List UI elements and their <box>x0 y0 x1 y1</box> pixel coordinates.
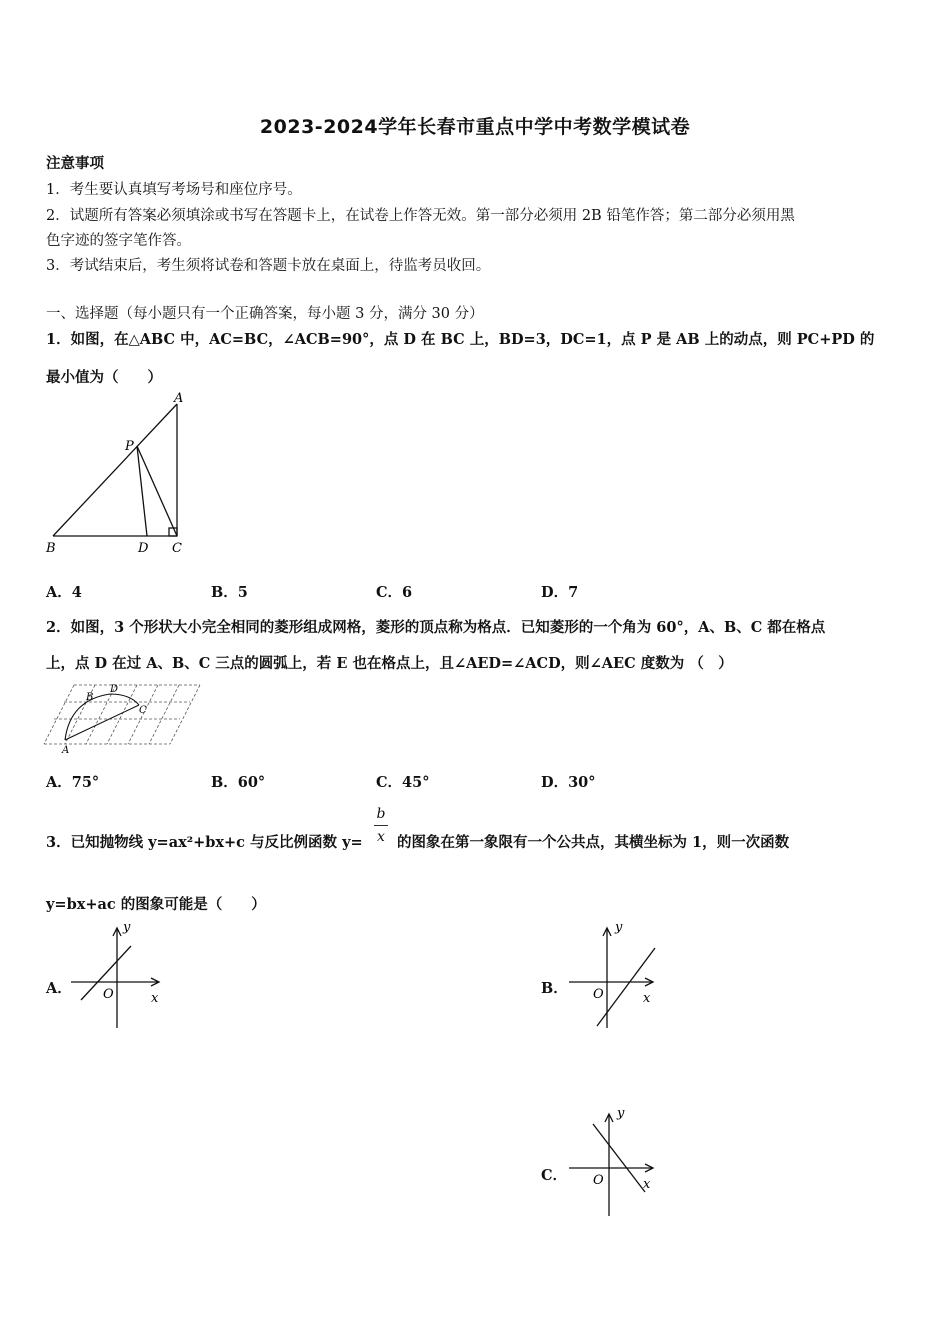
x-axis-label: x <box>151 991 159 1006</box>
fraction-denominator: x <box>377 829 385 845</box>
fraction-numerator: b <box>376 806 386 822</box>
label-B: B <box>46 541 56 556</box>
label-D: D <box>110 684 119 695</box>
section-heading: 一、选择题（每小题只有一个正确答案，每小题 3 分，满分 30 分） <box>46 306 484 322</box>
notice-item: 色字迹的签字笔作答。 <box>46 233 191 249</box>
graph-option-b <box>563 918 673 1030</box>
q1-option-d: D．7 <box>541 584 579 601</box>
q1-option-a: A．4 <box>46 584 82 601</box>
fraction-bar <box>374 825 388 826</box>
question-3-line1-b: 的图象在第一象限有一个公共点，其横坐标为 1，则一次函数 <box>397 834 790 851</box>
q3-option-b-label: B． <box>541 980 568 997</box>
page-title: 2023-2024学年长春市重点中学中考数学模试卷 <box>259 116 691 138</box>
label-A: A <box>174 391 184 406</box>
q2-option-b: B．60° <box>211 774 266 791</box>
question-3-line2: y=bx+ac 的图象可能是（ ） <box>46 896 266 913</box>
q2-option-c: C．45° <box>376 774 430 791</box>
x-axis-label: x <box>643 1177 651 1192</box>
notice-item: 3．考试结束后，考生须将试卷和答题卡放在桌面上，待监考员收回。 <box>46 258 491 274</box>
q2-option-d: D．30° <box>541 774 596 791</box>
question-2-line1: 2．如图，3 个形状大小完全相同的菱形组成网格，菱形的顶点称为格点．已知菱形的一个角为 60°，A、B、C 都在格点 <box>46 619 826 636</box>
question-2-line2: 上，点 D 在过 A、B、C 三点的圆弧上，若 E 也在格点上，且∠AED=∠ACD，则∠AEC 度数为 （ ） <box>46 655 733 672</box>
notice-item: 2．试题所有答案必须填涂或书写在答题卡上，在试卷上作答无效。第一部分必须用 2B 铅笔作答；第二部分必须用黑 <box>46 208 795 224</box>
label-A: A <box>62 745 70 755</box>
y-axis-label: y <box>615 920 623 935</box>
question-3-line1-a: 3．已知抛物线 y=ax²+bx+c 与反比例函数 y= <box>46 834 363 851</box>
y-axis-label: y <box>617 1106 625 1121</box>
notice-item: 1．考生要认真填写考场号和座位序号。 <box>46 182 302 198</box>
q3-option-c-label: C． <box>541 1167 568 1184</box>
notice-heading: 注意事项 <box>46 155 104 172</box>
label-P: P <box>125 439 134 454</box>
y-axis-label: y <box>123 920 131 935</box>
label-C: C <box>172 541 182 556</box>
q1-option-b: B．5 <box>211 584 248 601</box>
fraction-b-over-x <box>374 805 388 846</box>
origin-label: O <box>593 1173 604 1188</box>
question-1-line2: 最小值为（ ） <box>46 369 162 386</box>
q3-option-a-label: A． <box>46 980 72 997</box>
label-C: C <box>139 705 147 716</box>
triangle-figure <box>40 388 200 560</box>
question-1-line1: 1．如图，在△ABC 中，AC=BC，∠ACB=90°，点 D 在 BC 上，BD=3，DC=1，点 P 是 AB 上的动点，则 PC+PD 的 <box>46 331 875 348</box>
x-axis-label: x <box>643 991 651 1006</box>
origin-label: O <box>103 987 114 1002</box>
graph-option-a <box>65 918 175 1030</box>
rhombus-grid-figure <box>40 680 205 755</box>
graph-option-c <box>563 1104 673 1218</box>
q1-option-c: C．6 <box>376 584 413 601</box>
label-D: D <box>138 541 149 556</box>
origin-label: O <box>593 987 604 1002</box>
label-B: B <box>86 692 94 703</box>
q2-option-a: A．75° <box>46 774 100 791</box>
